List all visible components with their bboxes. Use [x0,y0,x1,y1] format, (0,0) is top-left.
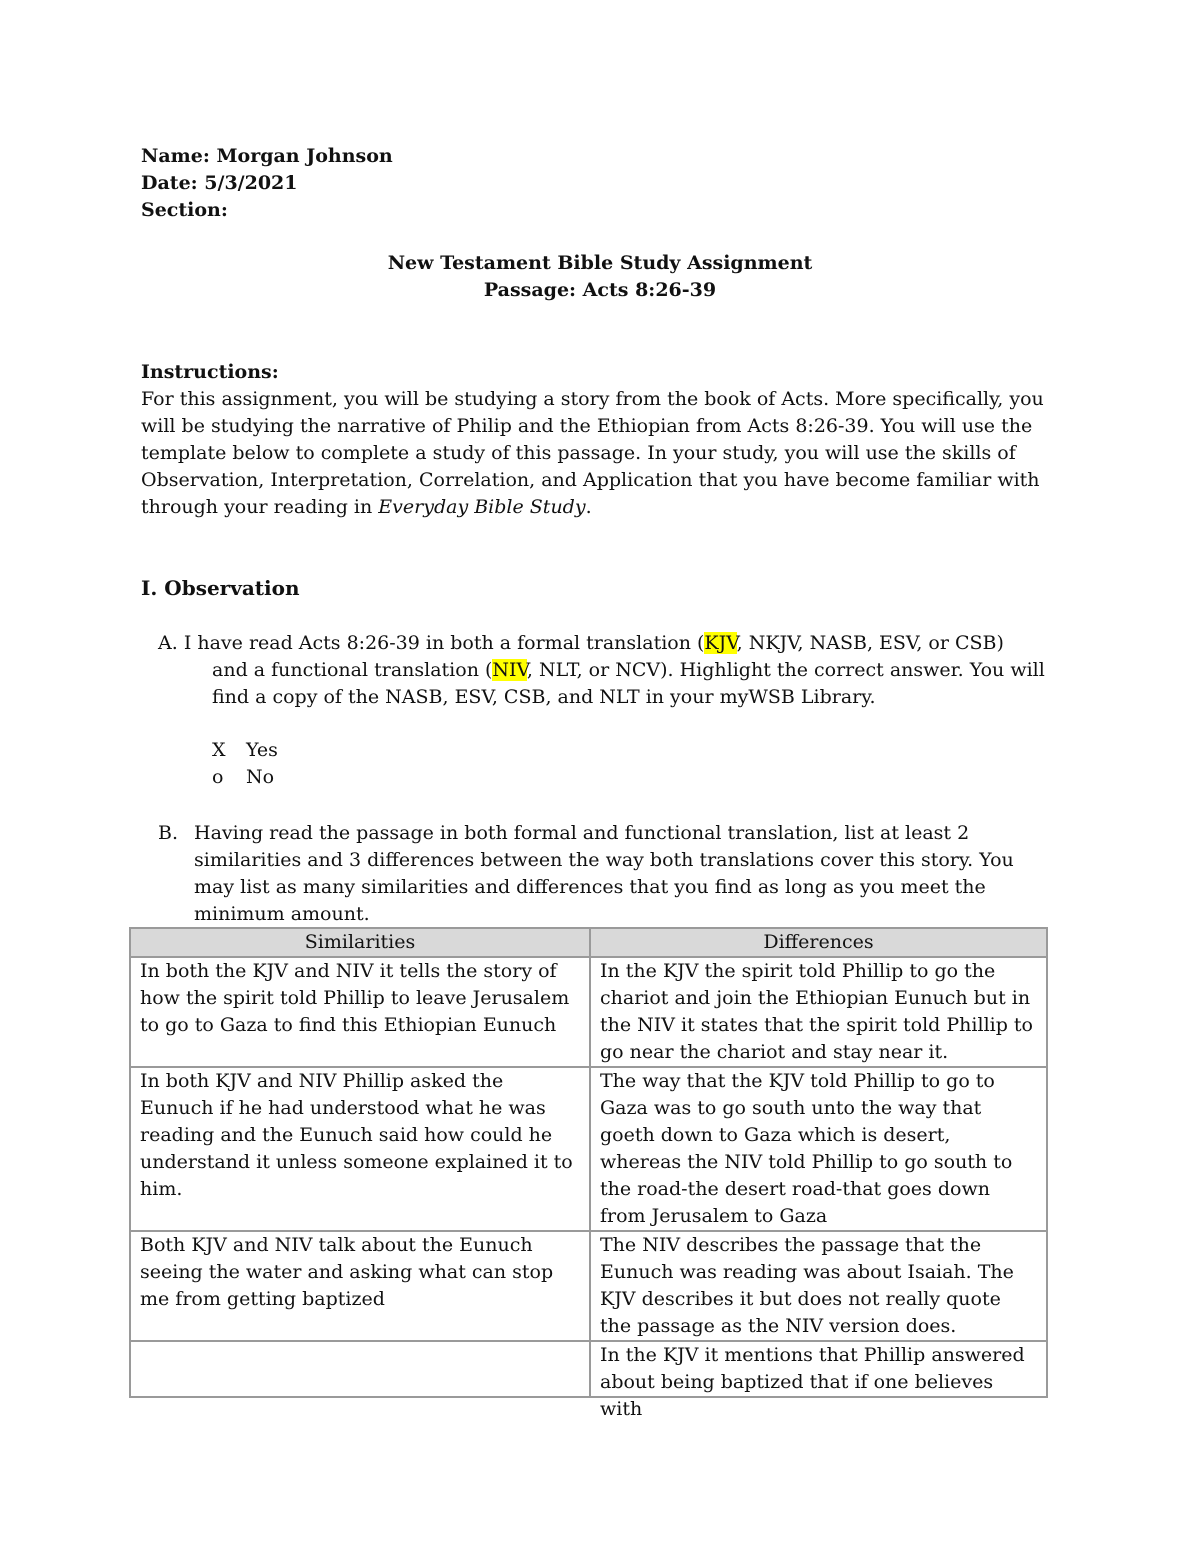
item-a-text: , NLT, or NCV). Highlight the correct answer. You will [526,659,1045,681]
item-a-line-1 [141,630,1071,657]
item-a-line-2 [141,657,1071,684]
cell-text: In both KJV and NIV Phillip asked the Eunuch if he had understood what he was reading and the Eunuch said how could he understand it unless someone explained it to him. [140,1070,573,1200]
header-similarities: Similarities [130,928,590,957]
title-passage: Passage: Acts 8:26-39 [483,279,717,301]
similarity-cell[interactable] [130,1231,590,1341]
table-row [130,1231,1047,1341]
title-main: New Testament Bible Study Assignment [387,252,813,274]
difference-cell[interactable] [590,1231,1047,1341]
instructions [141,359,1051,521]
cell-text: The NIV describes the passage that the Eunuch was reading was about Isaiah. The KJV describes it but does not really quote the passage as the NIV version does. [600,1234,1014,1337]
option-label: No [246,766,275,788]
cell-text: In both the KJV and NIV it tells the story of how the spirit told Phillip to leave Jerusalem to go to Gaza to find this Ethiopian Eunuch [140,960,570,1036]
difference-cell[interactable] [590,1341,1047,1420]
date-line: Date: 5/3/2021 [141,172,298,194]
comparison-table [129,927,1048,1420]
similarity-cell[interactable] [130,957,590,1067]
item-a [141,630,1071,711]
table-row [130,1067,1047,1231]
student-info [141,143,393,224]
cell-text: Both KJV and NIV talk about the Eunuch seeing the water and asking what can stop me from getting baptized [140,1234,554,1310]
option-yes[interactable] [212,737,278,764]
table-row [130,957,1047,1067]
item-b [141,820,1061,928]
instructions-body [141,386,1051,521]
table-row [130,1341,1047,1397]
book-title: Everyday Bible Study [378,496,586,518]
similarity-cell[interactable] [130,1067,590,1231]
option-label: Yes [246,739,278,761]
instructions-end: . [585,496,592,518]
cell-text: In the KJV the spirit told Phillip to go the chariot and join the Ethiopian Eunuch but in the NIV it states that the spirit told Phillip to go near the chariot and stay near it. [600,960,1033,1063]
item-a-text: I have read Acts 8:26-39 in both a formal translation ( [183,632,705,654]
header-differences: Differences [590,928,1047,957]
item-b-letter: B. [158,822,179,844]
item-a-text: and a functional translation ( [212,659,493,681]
highlight-kjv: KJV [704,632,737,654]
observation-heading: I. Observation [141,576,300,600]
assignment-title [0,250,1200,304]
table-header-row [130,928,1047,957]
item-a-line-3: find a copy of the NASB, ESV, CSB, and NLT in your myWSB Library. [212,686,876,708]
difference-cell[interactable] [590,1067,1047,1231]
difference-cell[interactable] [590,957,1047,1067]
section-line: Section: [141,199,228,221]
option-mark: o [212,766,224,788]
cell-text: The way that the KJV told Phillip to go to Gaza was to go south unto the way that goeth down to Gaza which is desert, whereas the NIV told Phillip to go south to the road-the desert road-that goes down from Jerusalem to Gaza [600,1070,1013,1227]
item-a-letter: A. [158,632,178,654]
highlight-niv: NIV [492,659,527,681]
instructions-text: For this assignment, you will be studying a story from the book of Acts. More specifically, you will be studying the narrative of Philip and the Ethiopian from Acts 8:26-39. You will use the template below to complete a study of this passage. In your study, you will use the skills of Observation, Interpretation, Correlation, and Application that you have become familiar with through your reading in [141,388,1044,518]
instructions-heading: Instructions: [141,361,279,383]
item-a-text: , NKJV, NASB, ESV, or CSB) [736,632,1004,654]
cell-text: In the KJV it mentions that Phillip answered about being baptized that if one believes with [600,1344,1025,1420]
option-mark: X [212,739,226,761]
item-b-text: Having read the passage in both formal and functional translation, list at least 2 similarities and 3 differences between the way both translations cover this story. You may list as many similarities and differences that you find as long as you meet the minimum amount. [194,822,1014,925]
option-no[interactable] [212,764,278,791]
similarity-cell[interactable] [130,1341,590,1397]
name-line: Name: Morgan Johnson [141,145,393,167]
answer-options [212,737,278,791]
